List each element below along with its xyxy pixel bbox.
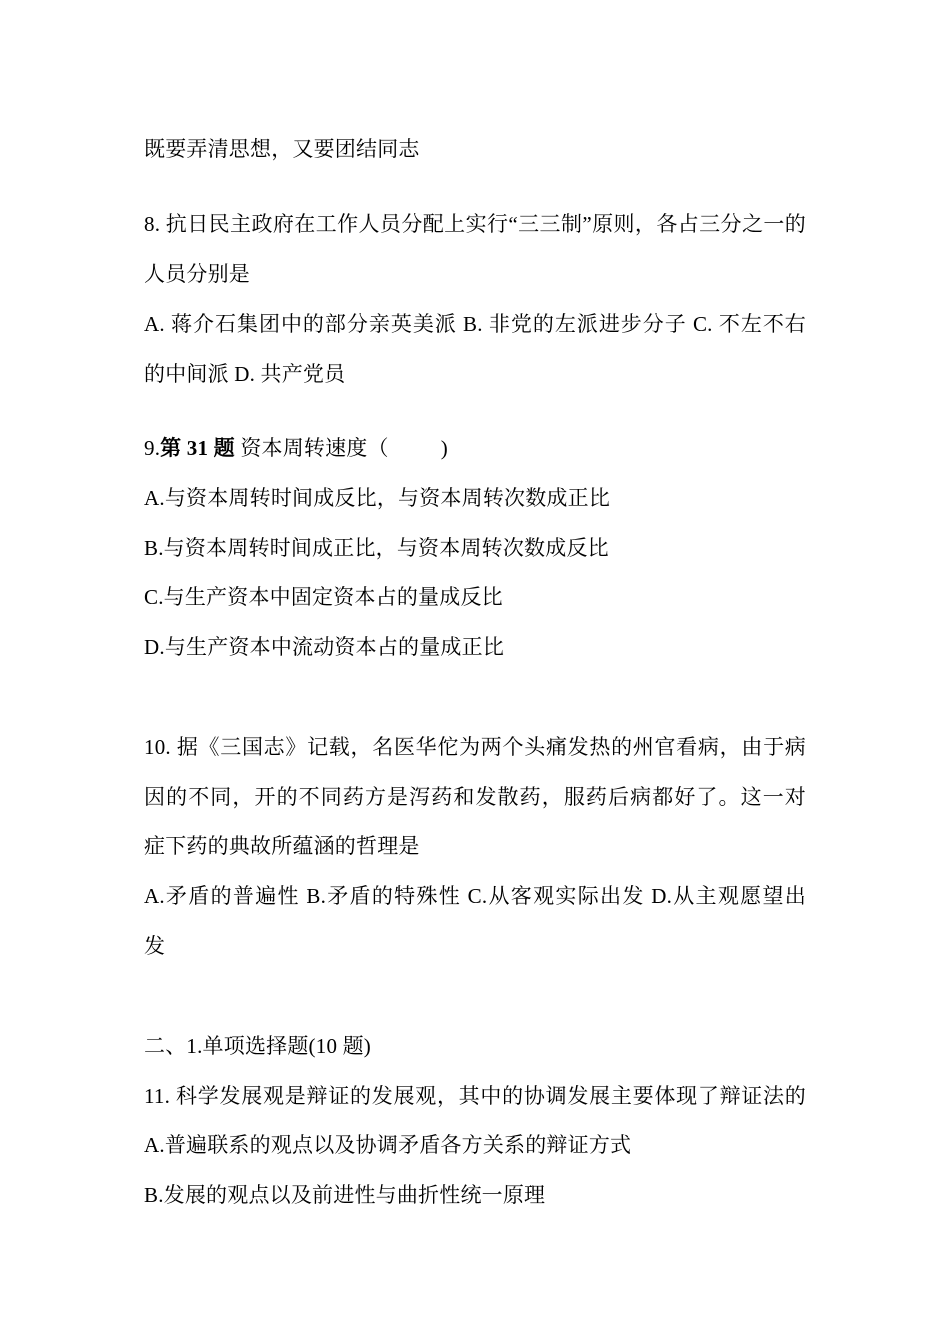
continued-answer-text: 既要弄清思想，又要团结同志 [144,137,420,161]
q9-option-c: C.与生产资本中固定资本占的量成反比 [144,585,503,609]
q10-stem-line-1: 10. 据《三国志》记载，名医华佗为两个头痛发热的州官看病，由于病 [144,735,806,759]
q9-number: 9. [144,436,161,460]
q9-option-d: D.与生产资本中流动资本占的量成正比 [144,635,505,659]
q9-tag: 第 31 题 [160,436,235,460]
q9-stem-text: 资本周转速度（ [240,436,389,460]
section-heading: 二、1.单项选择题(10 题) [144,1034,371,1058]
q10-stem-line-3: 症下药的典故所蕴涵的哲理是 [144,834,420,858]
q11-option-a: A.普遍联系的观点以及协调矛盾各方关系的辩证方式 [144,1133,632,1157]
q9-option-a: A.与资本周转时间成反比，与资本周转次数成正比 [144,486,611,510]
q8-options-line-2: 的中间派 D. 共产党员 [144,362,346,386]
q11-stem: 11. 科学发展观是辩证的发展观，其中的协调发展主要体现了辩证法的 [144,1084,806,1108]
q9-close-paren: ) [440,436,448,460]
q9-stem [144,433,824,463]
q10-options-line-1: A.矛盾的普遍性 B.矛盾的特殊性 C.从客观实际出发 D.从主观愿望出 [144,884,806,908]
q8-stem-line-2: 人员分别是 [144,262,250,286]
q11-option-b: B.发展的观点以及前进性与曲折性统一原理 [144,1183,546,1207]
q10-stem-line-2: 因的不同，开的不同药方是泻药和发散药，服药后病都好了。这一对 [144,785,806,809]
q8-options-line-1: A. 蒋介石集团中的部分亲英美派 B. 非党的左派进步分子 C. 不左不右 [144,312,806,336]
q8-stem-line-1: 8. 抗日民主政府在工作人员分配上实行“三三制”原则，各占三分之一的 [144,212,806,236]
q9-option-b: B.与资本周转时间成正比，与资本周转次数成反比 [144,536,609,560]
q10-options-line-2: 发 [144,934,166,958]
